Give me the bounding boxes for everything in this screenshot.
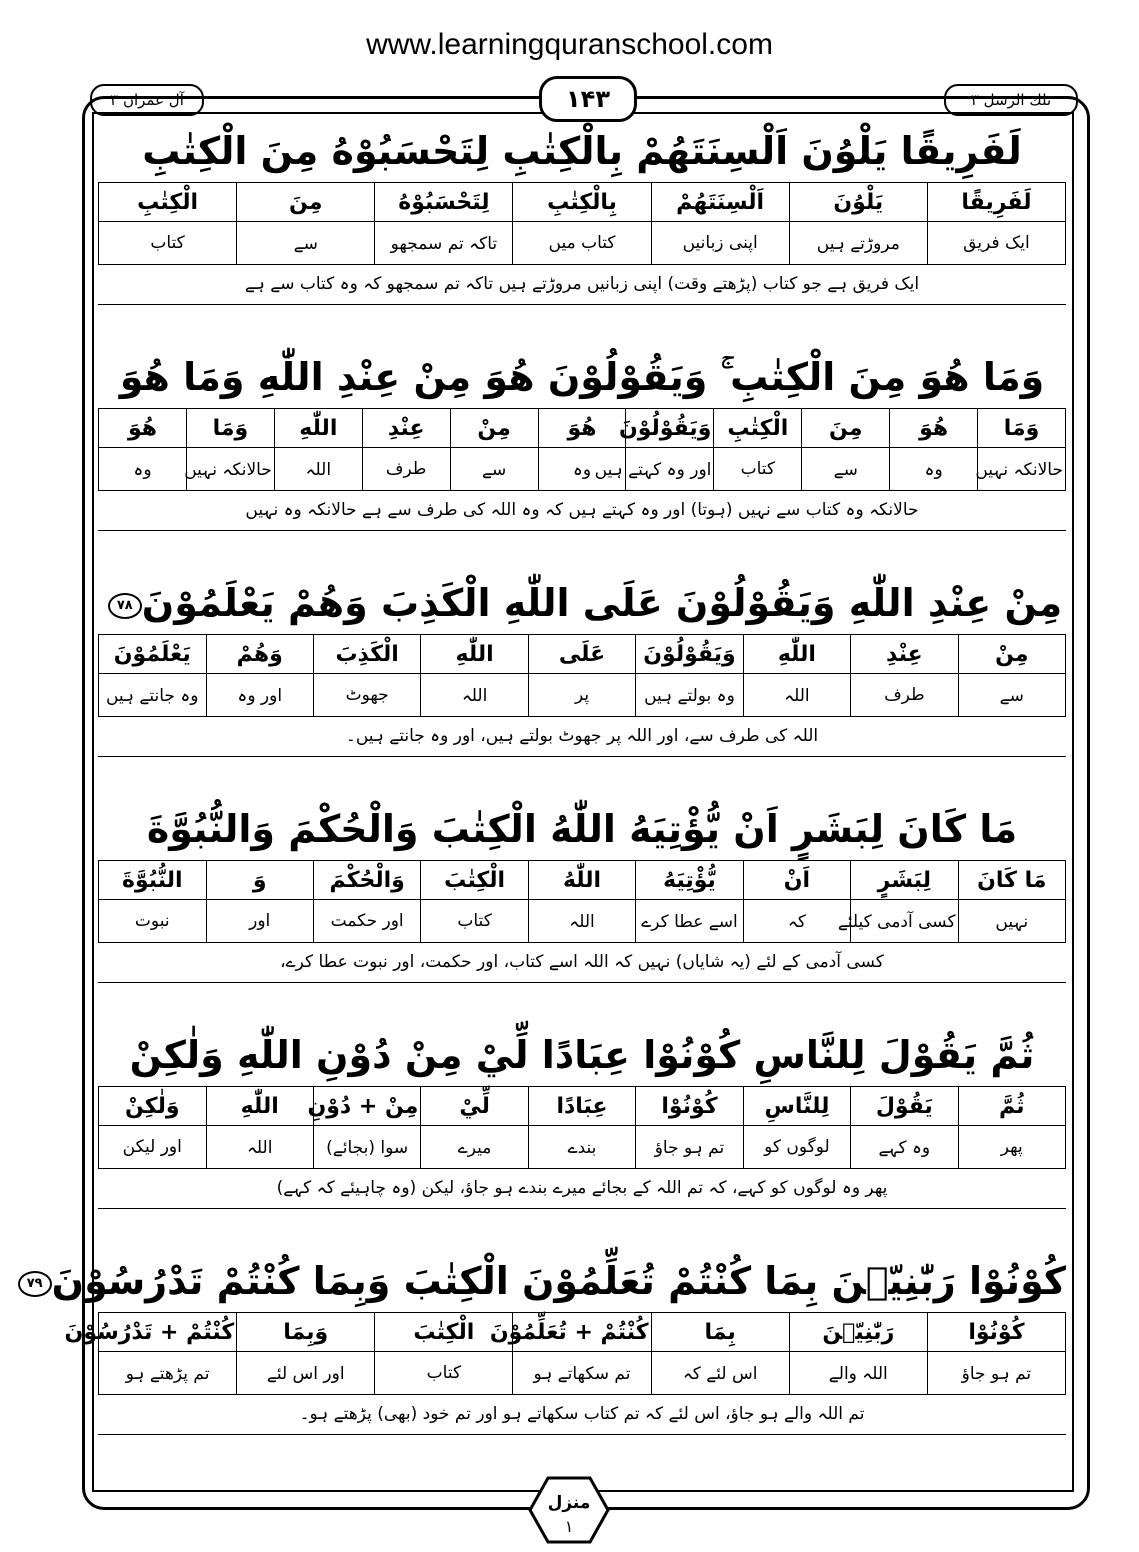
urdu-meaning: نہیں [958,900,1065,943]
arabic-word: يَلْوُنَ [789,183,927,222]
arabic-word: وَلٰكِنْ [99,1087,207,1126]
urdu-meaning: نبوت [99,900,207,943]
arabic-word: اللّٰهِ [421,635,528,674]
urdu-meaning: اللہ [274,448,362,491]
urdu-meaning: وہ کہے [851,1126,958,1169]
urdu-meaning: طرف [362,448,450,491]
urdu-meaning: اس لئے کہ [651,1352,789,1395]
page-number: ۱۴۳ [539,76,637,122]
urdu-meaning: جھوٹ [313,674,420,717]
page-header [84,76,1084,122]
urdu-meaning: ایک فریق [927,222,1065,265]
arabic-word: لِّيْ [421,1087,528,1126]
arabic-word: وَهُمْ [206,635,313,674]
urdu-meaning: طرف [851,674,958,717]
urdu-meaning: کتاب [421,900,528,943]
arabic-word: وَ [206,861,313,900]
manzil-number: ۱ [564,1517,574,1536]
urdu-translation: تم اللہ والے ہو جاؤ، اس لئے کہ تم کتاب سکھاتے ہو اور تم خود (بھی) پڑھتے ہو۔ [98,1394,1066,1435]
urdu-meaning: کتاب میں [513,222,651,265]
arabic-word: لَفَرِيقًا [927,183,1065,222]
urdu-meaning: اللہ [206,1126,313,1169]
urdu-meaning: اور حکمت [313,900,420,943]
urdu-meaning: کتاب [99,222,237,265]
arabic-word: كُنْتُمْ + تُعَلِّمُوْنَ [513,1313,651,1352]
urdu-meaning: سے [802,448,890,491]
arabic-word: الْكَذِبَ [313,635,420,674]
urdu-meaning: تم سکھاتے ہو [513,1352,651,1395]
arabic-word: رَبّٰنِيّٖنَ [789,1313,927,1352]
arabic-word: يَعْلَمُوْنَ [99,635,207,674]
arabic-word: اَلْسِنَتَهُمْ [651,183,789,222]
word-by-word-table [98,1086,1066,1169]
arabic-word: اللّٰهُ [528,861,635,900]
word-by-word-table [64,1312,1066,1395]
arabic-word: وَبِمَا [237,1313,375,1352]
urdu-meaning: وہ [890,448,978,491]
arabic-word: لِبَشَرٍ [851,861,958,900]
ayah-text: لَفَرِيقًا يَلْوُنَ اَلْسِنَتَهُمْ بِالْكِتٰبِ لِتَحْسَبُوْهُ مِنَ الْكِتٰبِ [142,129,1022,173]
site-url: www.learningquranschool.com [366,28,773,61]
arabic-word: وَيَقُوْلُوْنَ [636,635,743,674]
urdu-translation: ایک فریق ہے جو کتاب (پڑھتے وقت) اپنی زبانیں مروڑتے ہیں تاکہ تم سمجھو کہ وہ کتاب سے ہے [98,264,1066,305]
arabic-word: مِنْ + دُوْنِ [313,1087,420,1126]
urdu-translation: کسی آدمی کے لئے (یہ شایاں) نہیں کہ اللہ اسے کتاب، اور حکمت، اور نبوت عطا کرے، [98,942,1066,983]
arabic-word: ثُمَّ [958,1087,1065,1126]
word-by-word-table [98,408,1066,491]
arabic-word: الْكِتٰبِ [714,409,802,448]
arabic-words-row [99,1087,1066,1126]
arabic-word: هُوَ [890,409,978,448]
arabic-words-row [99,635,1066,674]
urdu-meaning: مروڑتے ہیں [789,222,927,265]
arabic-words-row [99,183,1066,222]
urdu-meaning: اپنی زبانیں [651,222,789,265]
arabic-word: عَلَى [528,635,635,674]
arabic-word: وَمَا [978,409,1066,448]
urdu-meaning: کہ [743,900,850,943]
urdu-meaning: اللہ [743,674,850,717]
manzil-label: منزل [547,1493,591,1513]
urdu-meaning: کتاب [714,448,802,491]
arabic-word: الْكِتٰبَ [375,1313,513,1352]
urdu-meanings-row [99,1126,1066,1169]
arabic-word: عِبَادًا [528,1087,635,1126]
ayah-line [98,572,1066,634]
arabic-word: النُّبُوَّةَ [99,861,207,900]
arabic-words-row [99,1313,1066,1352]
urdu-meaning: اللہ [528,900,635,943]
arabic-word: وَيَقُوْلُوْنَ [626,409,714,448]
arabic-word: هُوَ [538,409,626,448]
arabic-word: وَمَا [186,409,274,448]
arabic-word: مَا كَانَ [958,861,1065,900]
urdu-meaning: وہ جانتے ہیں [99,674,207,717]
arabic-word: هُوَ [99,409,187,448]
ayah-line [98,346,1066,408]
urdu-meaning: تاکہ تم سمجھو [375,222,513,265]
arabic-words-row [99,861,1066,900]
verse-number-marker: ۷۹ [18,1271,52,1297]
urdu-meaning: اور وہ [206,674,313,717]
arabic-word: كُوْنُوْا [636,1087,743,1126]
arabic-word: الْكِتٰبَ [421,861,528,900]
arabic-word: اللّٰهِ [743,635,850,674]
arabic-word: بِالْكِتٰبِ [513,183,651,222]
urdu-meaning: حالانکہ نہیں [186,448,274,491]
ayah-line [98,798,1066,860]
urdu-meanings-row [99,448,1066,491]
word-by-word-table [98,860,1066,943]
arabic-word: عِنْدِ [362,409,450,448]
urdu-meanings-row [99,222,1066,265]
ayah-text: مِنْ عِنْدِ اللّٰهِ وَيَقُوْلُوْنَ عَلَى اللّٰهِ الْكَذِبَ وَهُمْ يَعْلَمُوْنَ [141,581,1063,625]
ayah-text: وَمَا هُوَ مِنَ الْكِتٰبِ ۚ وَيَقُوْلُوْنَ هُوَ مِنْ عِنْدِ اللّٰهِ وَمَا هُوَ [119,355,1045,399]
arabic-word: مِنَ [237,183,375,222]
urdu-meaning: تم ہو جاؤ [636,1126,743,1169]
urdu-meanings-row [99,674,1066,717]
arabic-word: اللّٰهِ [206,1087,313,1126]
arabic-words-row [99,409,1066,448]
urdu-meaning: سوا (بجائے) [313,1126,420,1169]
urdu-meaning: اللہ [421,674,528,717]
verse-number-marker: ۷۸ [108,593,142,619]
urdu-meaning: اسے عطا کرے [636,900,743,943]
surah-label: آل عمران ۳ [90,84,204,116]
urdu-meaning: تم پڑھتے ہو [99,1352,237,1395]
urdu-meaning: حالانکہ نہیں [978,448,1066,491]
arabic-word: لِلنَّاسِ [743,1087,850,1126]
arabic-word: بِمَا [651,1313,789,1352]
urdu-meaning: لوگوں کو [743,1126,850,1169]
urdu-meaning: سے [450,448,538,491]
urdu-meaning: اور [206,900,313,943]
ayah-text: كُوْنُوْا رَبّٰنِيّٖنَ بِمَا كُنْتُمْ تُعَلِّمُوْنَ الْكِتٰبَ وَبِمَا كُنْتُمْ تَدْرُسُوْنَ [51,1259,1066,1303]
urdu-meaning: وہ [538,448,626,491]
arabic-word: وَالْحُكْمَ [313,861,420,900]
urdu-meaning: کسی آدمی کیلئے [851,900,958,943]
urdu-translation: اللہ کی طرف سے، اور اللہ پر جھوٹ بولتے ہیں، اور وہ جانتے ہیں۔ [98,716,1066,757]
urdu-translation: حالانکہ وہ کتاب سے نہیں (ہوتا) اور وہ کہتے ہیں کہ وہ اللہ کی طرف سے ہے حالانکہ وہ نہیں [98,490,1066,531]
arabic-word: يَقُوْلَ [851,1087,958,1126]
urdu-meaning: سے [237,222,375,265]
urdu-meaning: بندے [528,1126,635,1169]
manzil-badge [528,1476,610,1544]
urdu-meanings-row [99,1352,1066,1395]
ayah-text: مَا كَانَ لِبَشَرٍ اَنْ يُّؤْتِيَهُ اللّٰهُ الْكِتٰبَ وَالْحُكْمَ وَالنُّبُوَّةَ [146,807,1018,851]
urdu-meaning: اور وہ کہتے ہیں [626,448,714,491]
ayah-line [98,120,1066,182]
urdu-meaning: اللہ والے [789,1352,927,1395]
word-by-word-table [98,634,1066,717]
urdu-meaning: اور اس لئے [237,1352,375,1395]
urdu-meaning: کتاب [375,1352,513,1395]
arabic-word: مِنْ [450,409,538,448]
urdu-meanings-row [99,900,1066,943]
urdu-meaning: میرے [421,1126,528,1169]
arabic-word: لِتَحْسَبُوْهُ [375,183,513,222]
urdu-meaning: وہ بولتے ہیں [636,674,743,717]
urdu-meaning: پر [528,674,635,717]
arabic-word: كُنْتُمْ + تَدْرُسُوْنَ [99,1313,237,1352]
urdu-translation: پھر وہ لوگوں کو کہے، کہ تم اللہ کے بجائے میرے بندے ہو جاؤ، لیکن (وہ چاہیئے کہ کہے) [98,1168,1066,1209]
arabic-word: مِنْ [958,635,1065,674]
urdu-meaning: اور لیکن [99,1126,207,1169]
ayah-line [98,1024,1066,1086]
urdu-meaning: تم ہو جاؤ [927,1352,1065,1395]
ayah-text: ثُمَّ يَقُوْلَ لِلنَّاسِ كُوْنُوْا عِبَادًا لِّيْ مِنْ دُوْنِ اللّٰهِ وَلٰكِنْ [129,1033,1035,1077]
arabic-word: اَنْ [743,861,850,900]
ayah-line [26,1250,1066,1312]
juz-label: تلك الرسل ۳ [944,84,1078,116]
word-by-word-table [98,182,1066,265]
urdu-meaning: وہ [99,448,187,491]
arabic-word: الْكِتٰبِ [99,183,237,222]
urdu-meaning: پھر [958,1126,1065,1169]
arabic-word: اللّٰهِ [274,409,362,448]
arabic-word: عِنْدِ [851,635,958,674]
arabic-word: يُّؤْتِيَهُ [636,861,743,900]
arabic-word: كُوْنُوْا [927,1313,1065,1352]
page-content [26,120,1066,1480]
arabic-word: مِنَ [802,409,890,448]
urdu-meaning: سے [958,674,1065,717]
